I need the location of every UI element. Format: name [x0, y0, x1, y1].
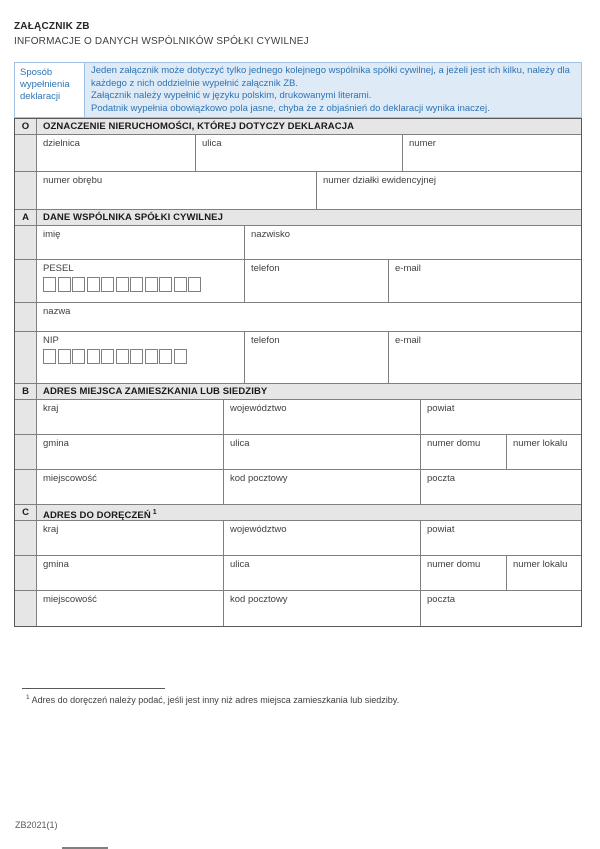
digit-box[interactable]: [174, 277, 187, 292]
row-b-address-3: [15, 470, 581, 505]
field-telefon-firmy[interactable]: [245, 332, 389, 383]
row-pesel-contact: [15, 260, 581, 303]
field-label: miejscowość: [43, 594, 97, 605]
digit-box[interactable]: [116, 349, 129, 364]
pesel-digit-boxes: [43, 277, 240, 292]
field-label: ulica: [202, 138, 222, 149]
instructions-text: [85, 63, 581, 117]
row-b-address-2: [15, 435, 581, 470]
digit-box[interactable]: [101, 349, 114, 364]
section-B-letter: B: [15, 384, 37, 399]
field-c-numer-lokalu[interactable]: [507, 556, 581, 590]
digit-box[interactable]: [174, 349, 187, 364]
section-A-header: [15, 210, 581, 226]
field-label: poczta: [427, 473, 455, 484]
instruction-line-1: Jeden załącznik może dotyczyć tylko jednego kolejnego wspólnika spółki cywilnej, a jeżeli jest ich kilku, należy dla każdego z nich oddzielnie wypełnić załącznik ZB.: [91, 65, 570, 89]
field-label: ulica: [230, 559, 250, 570]
section-A-gutter: [15, 303, 37, 331]
field-label: telefon: [251, 263, 280, 274]
section-A-title: DANE WSPÓLNIKA SPÓŁKI CYWILNEJ: [43, 212, 223, 223]
row-b-address-1: [15, 400, 581, 435]
footnote: [26, 694, 546, 705]
footnote-divider: [22, 688, 165, 689]
field-label: kod pocztowy: [230, 594, 288, 605]
section-A-letter: A: [15, 210, 37, 225]
field-c-kod-pocztowy[interactable]: [224, 591, 421, 626]
field-b-numer-lokalu[interactable]: [507, 435, 581, 469]
field-label: kraj: [43, 524, 59, 535]
field-label: województwo: [230, 403, 287, 414]
row-c-address-3: [15, 591, 581, 626]
section-C-gutter: [15, 556, 37, 590]
field-c-powiat[interactable]: [421, 521, 581, 555]
section-A-gutter: [15, 260, 37, 302]
field-nazwisko[interactable]: [245, 226, 581, 259]
page-subtitle: INFORMACJE O DANYCH WSPÓLNIKÓW SPÓŁKI CYWILNEJ: [14, 36, 309, 47]
row-nip-contact: [15, 332, 581, 384]
form-version: ZB2021(1): [15, 820, 58, 830]
row-nazwa: [15, 303, 581, 332]
field-c-miejscowosc[interactable]: [37, 591, 224, 626]
field-telefon-osoby[interactable]: [245, 260, 389, 302]
field-label: numer lokalu: [513, 559, 568, 570]
field-pesel[interactable]: [37, 260, 245, 302]
field-label: telefon: [251, 335, 280, 346]
digit-box[interactable]: [130, 277, 143, 292]
field-label: poczta: [427, 594, 455, 605]
digit-box[interactable]: [159, 277, 172, 292]
digit-box[interactable]: [87, 277, 100, 292]
section-C-title: [37, 505, 581, 520]
field-label: gmina: [43, 438, 69, 449]
field-label: powiat: [427, 524, 455, 535]
field-email-osoby[interactable]: [389, 260, 581, 302]
field-imie[interactable]: [37, 226, 245, 259]
digit-box[interactable]: [101, 277, 114, 292]
row-property-1: [15, 135, 581, 172]
field-nip[interactable]: [37, 332, 245, 383]
field-label: nazwisko: [251, 229, 291, 240]
digit-box[interactable]: [58, 277, 71, 292]
field-b-miejscowosc[interactable]: [37, 470, 224, 504]
field-numer-obrebu[interactable]: [37, 172, 317, 209]
instructions-box: [14, 62, 582, 118]
row-partner-name: [15, 226, 581, 260]
field-c-gmina[interactable]: [37, 556, 224, 590]
section-O-gutter: [15, 172, 37, 209]
field-label: numer domu: [427, 438, 481, 449]
field-c-ulica[interactable]: [224, 556, 421, 590]
section-O-gutter: [15, 135, 37, 171]
field-label: kraj: [43, 403, 59, 414]
section-O-title: OZNACZENIE NIERUCHOMOŚCI, KTÓREJ DOTYCZY DEKLARACJA: [43, 121, 355, 132]
field-c-numer-domu[interactable]: [421, 556, 507, 590]
field-label: imię: [43, 229, 61, 240]
field-label: nazwa: [43, 306, 71, 317]
field-label: e-mail: [395, 335, 421, 346]
field-ulica-nieruchomosci[interactable]: [196, 135, 403, 171]
instructions-label: Sposób wypełnienia deklaracji: [15, 63, 85, 117]
field-label: numer: [409, 138, 436, 149]
row-c-address-2: [15, 556, 581, 591]
field-email-firmy[interactable]: [389, 332, 581, 383]
row-c-address-1: [15, 521, 581, 556]
instruction-line-2: Załącznik należy wypełnić w języku polskim, drukowanymi literami.: [91, 90, 372, 101]
field-label: numer działki ewidencyjnej: [323, 175, 436, 186]
field-label: gmina: [43, 559, 69, 570]
digit-box[interactable]: [145, 349, 158, 364]
digit-box[interactable]: [72, 277, 85, 292]
field-numer-dzialki[interactable]: [317, 172, 581, 209]
field-label: województwo: [230, 524, 287, 535]
section-B-gutter: [15, 400, 37, 434]
field-b-gmina[interactable]: [37, 435, 224, 469]
digit-box[interactable]: [72, 349, 85, 364]
section-C-gutter: [15, 521, 37, 555]
digit-box[interactable]: [43, 277, 56, 292]
field-label: dzielnica: [43, 138, 80, 149]
field-label: powiat: [427, 403, 455, 414]
digit-box[interactable]: [188, 277, 201, 292]
section-C-gutter: [15, 591, 37, 626]
nip-digit-boxes: [43, 349, 240, 364]
field-label: PESEL: [43, 263, 74, 274]
section-C-header: [15, 505, 581, 521]
field-label: numer domu: [427, 559, 481, 570]
digit-box[interactable]: [58, 349, 71, 364]
digit-box[interactable]: [130, 349, 143, 364]
field-b-powiat[interactable]: [421, 400, 581, 434]
field-label: numer obrębu: [43, 175, 103, 186]
section-A-gutter: [15, 226, 37, 259]
field-b-wojewodztwo[interactable]: [224, 400, 421, 434]
field-b-ulica[interactable]: [224, 435, 421, 469]
field-label: miejscowość: [43, 473, 97, 484]
form-table: [14, 118, 582, 627]
field-label: numer lokalu: [513, 438, 568, 449]
page-title: ZAŁĄCZNIK ZB: [14, 21, 90, 32]
section-C-letter: C: [15, 505, 37, 520]
field-label: e-mail: [395, 263, 421, 274]
section-B-header: [15, 384, 581, 400]
field-c-poczta[interactable]: [421, 591, 581, 626]
section-B-gutter: [15, 435, 37, 469]
instruction-line-3: Podatnik wypełnia obowiązkowo pola jasne, chyba że z objaśnień do deklaracji wynika inaczej.: [91, 102, 490, 114]
section-O-letter: O: [15, 119, 37, 134]
field-label: kod pocztowy: [230, 473, 288, 484]
row-property-2: [15, 172, 581, 210]
footnote-reference: 1: [152, 509, 157, 516]
field-dzielnica[interactable]: [37, 135, 196, 171]
section-B-title: ADRES MIEJSCA ZAMIESZKANIA LUB SIEDZIBY: [43, 386, 268, 397]
section-O-header: [15, 119, 581, 135]
field-numer-nieruchomosci[interactable]: [403, 135, 581, 171]
section-A-gutter: [15, 332, 37, 383]
field-label: NIP: [43, 335, 59, 346]
footnote-text: Adres do doręczeń należy podać, jeśli jest inny niż adres miejsca zamieszkania lub siedziby.: [31, 695, 400, 705]
field-b-kraj[interactable]: [37, 400, 224, 434]
digit-box[interactable]: [116, 277, 129, 292]
digit-box[interactable]: [43, 349, 56, 364]
digit-box[interactable]: [145, 277, 158, 292]
field-b-poczta[interactable]: [421, 470, 581, 504]
footnote-marker: 1: [26, 694, 30, 701]
field-b-numer-domu[interactable]: [421, 435, 507, 469]
digit-box[interactable]: [87, 349, 100, 364]
field-nazwa[interactable]: [37, 303, 581, 331]
field-label: ulica: [230, 438, 250, 449]
digit-box[interactable]: [159, 349, 172, 364]
field-b-kod-pocztowy[interactable]: [224, 470, 421, 504]
field-c-wojewodztwo[interactable]: [224, 521, 421, 555]
section-B-gutter: [15, 470, 37, 504]
field-c-kraj[interactable]: [37, 521, 224, 555]
section-C-title-text: ADRES DO DORĘCZEŃ: [43, 510, 151, 522]
